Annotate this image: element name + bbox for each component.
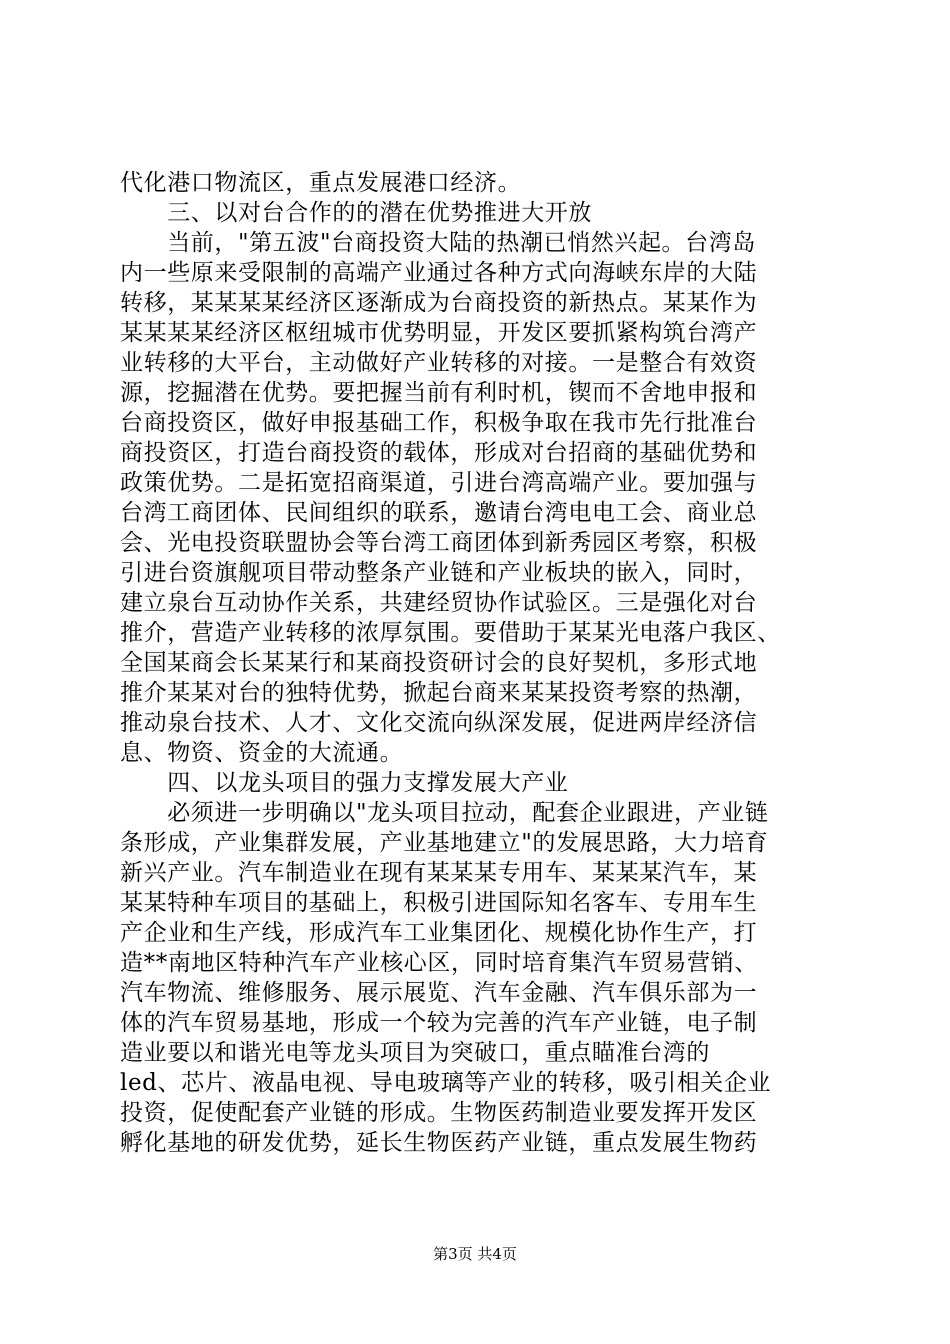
text-line: 业转移的大平台，主动做好产业转移的对接。一是整合有效资 bbox=[120, 350, 758, 376]
text-line: 台湾工商团体、民间组织的联系，邀请台湾电电工会、商业总 bbox=[120, 500, 758, 526]
text-line: 引进台资旗舰项目带动整条产业链和产业板块的嵌入，同时， bbox=[120, 560, 758, 586]
text-line: 推动泉台技术、人才、文化交流向纵深发展，促进两岸经济信 bbox=[120, 710, 758, 736]
text-line: 必须进一步明确以"龙头项目拉动，配套企业跟进，产业链 bbox=[120, 800, 769, 826]
text-line: 孵化基地的研发优势，延长生物医药产业链，重点发展生物药 bbox=[120, 1130, 758, 1156]
body-text bbox=[120, 168, 840, 1158]
text-line: 台商投资区，做好申报基础工作，积极争取在我市先行批准台 bbox=[120, 410, 758, 436]
text-line: 新兴产业。汽车制造业在现有某某某专用车、某某某汽车，某 bbox=[120, 860, 758, 886]
text-line: 造业要以和谐光电等龙头项目为突破口，重点瞄准台湾的 bbox=[120, 1040, 710, 1066]
text-line: 内一些原来受限制的高端产业通过各种方式向海峡东岸的大陆 bbox=[120, 260, 758, 286]
text-line: 条形成，产业集群发展，产业基地建立"的发展思路，大力培育 bbox=[120, 830, 769, 856]
text-line: 政策优势。二是拓宽招商渠道，引进台湾高端产业。要加强与 bbox=[120, 470, 758, 496]
text-line: 产企业和生产线，形成汽车工业集团化、规模化协作生产，打 bbox=[120, 920, 758, 946]
text-line: 某某某某经济区枢纽城市优势明显，开发区要抓紧构筑台湾产 bbox=[120, 320, 758, 346]
text-line: 体的汽车贸易基地，形成一个较为完善的汽车产业链，电子制 bbox=[120, 1010, 758, 1036]
page-number-footer: 第3页 共4页 bbox=[433, 1245, 517, 1263]
text-line: 息、物资、资金的大流通。 bbox=[120, 740, 404, 766]
text-line: 转移，某某某某经济区逐渐成为台商投资的新热点。某某作为 bbox=[120, 290, 758, 316]
text-line: 商投资区，打造台商投资的载体，形成对台招商的基础优势和 bbox=[120, 440, 758, 466]
text-line: 建立泉台互动协作关系，共建经贸协作试验区。三是强化对台 bbox=[120, 590, 758, 616]
section-heading: 三、以对台合作的的潜在优势推进大开放 bbox=[120, 200, 592, 226]
section-heading: 四、以龙头项目的强力支撑发展大产业 bbox=[120, 770, 569, 796]
text-line: 会、光电投资联盟协会等台湾工商团体到新秀园区考察，积极 bbox=[120, 530, 758, 556]
text-line: 推介，营造产业转移的浓厚氛围。要借助于某某光电落户我区、 bbox=[120, 620, 781, 646]
text-line: 源，挖掘潜在优势。要把握当前有利时机，锲而不舍地申报和 bbox=[120, 380, 758, 406]
text-line: 某某特种车项目的基础上，积极引进国际知名客车、专用车生 bbox=[120, 890, 758, 916]
text-line: 代化港口物流区，重点发展港口经济。 bbox=[120, 170, 522, 196]
text-line: 汽车物流、维修服务、展示展览、汽车金融、汽车俱乐部为一 bbox=[120, 980, 758, 1006]
text-line: 造**南地区特种汽车产业核心区，同时培育集汽车贸易营销、 bbox=[120, 950, 758, 976]
text-line: 全国某商会长某某行和某商投资研讨会的良好契机，多形式地 bbox=[120, 650, 758, 676]
text-line: 投资，促使配套产业链的形成。生物医药制造业要发挥开发区 bbox=[120, 1100, 758, 1126]
text-line: 推介某某对台的独特优势，掀起台商来某某投资考察的热潮， bbox=[120, 680, 758, 706]
text-line: led、芯片、液晶电视、导电玻璃等产业的转移，吸引相关企业 bbox=[120, 1070, 772, 1096]
text-line: 当前，"第五波"台商投资大陆的热潮已悄然兴起。台湾岛 bbox=[120, 230, 756, 256]
